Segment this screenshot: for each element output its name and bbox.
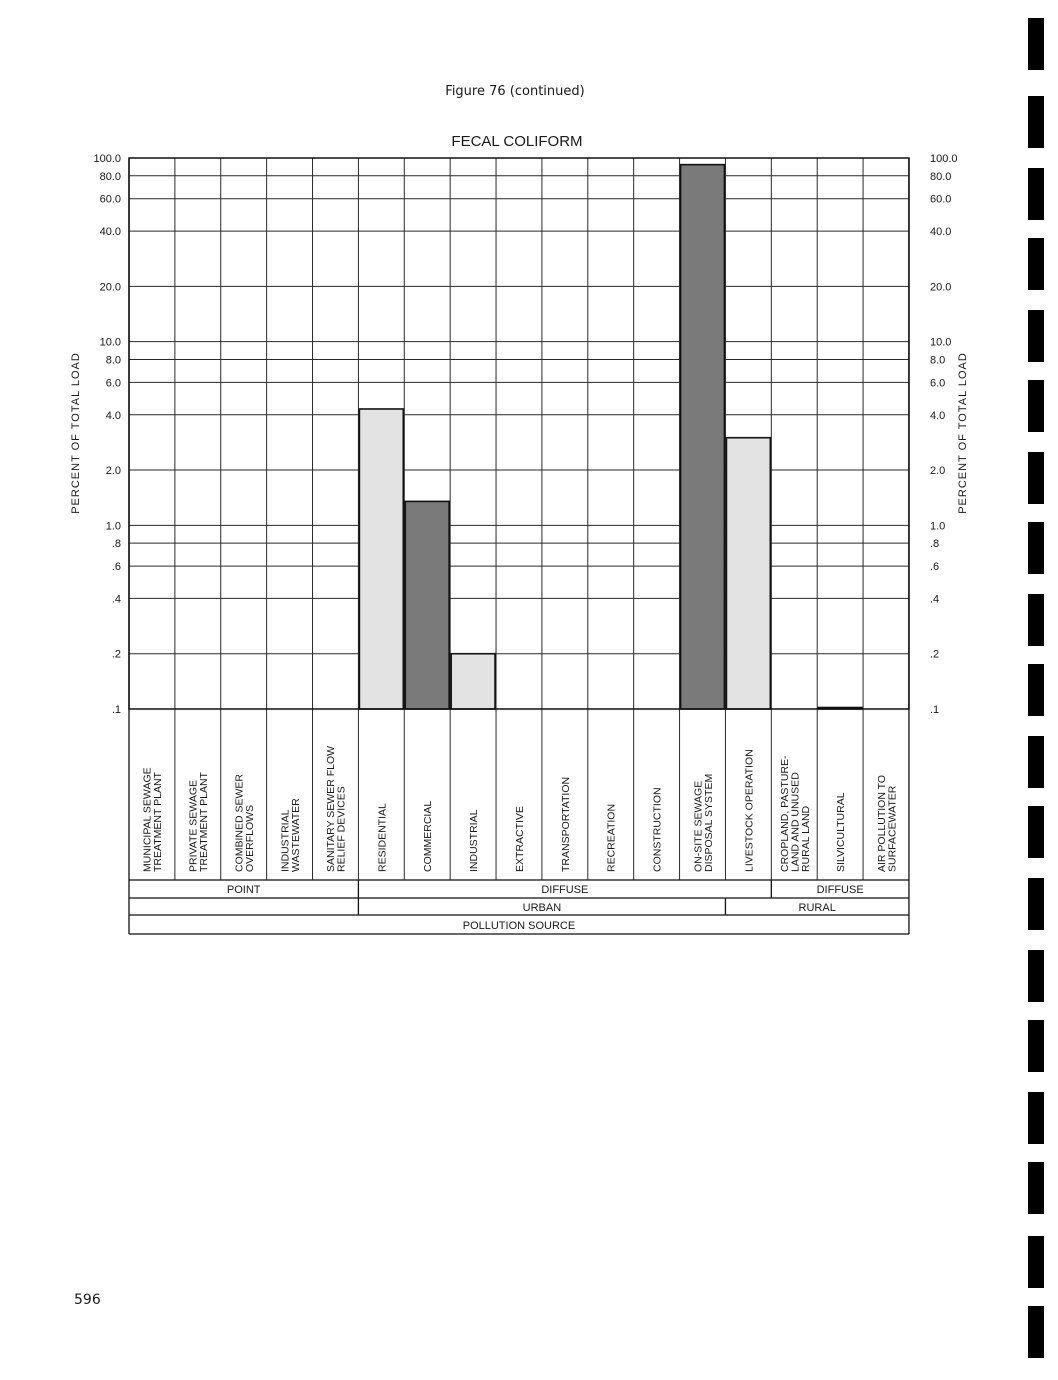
binding-mark bbox=[1028, 594, 1044, 646]
binding-mark bbox=[1028, 736, 1044, 788]
bar-industrial bbox=[451, 654, 495, 709]
category-label: RELIEF DEVICES bbox=[335, 786, 348, 872]
group-label-level1: POINT bbox=[226, 884, 261, 896]
y-tick-label-right: 10.0 bbox=[930, 336, 952, 349]
binding-mark bbox=[1028, 1162, 1044, 1214]
y-tick-label-right: 1.0 bbox=[930, 520, 946, 533]
category-label: COMMERCIAL bbox=[422, 800, 435, 872]
category-label: CROPLAND, PASTURE- bbox=[778, 755, 791, 872]
y-tick-label-left: .2 bbox=[111, 648, 121, 661]
plot-frame bbox=[129, 158, 909, 709]
y-tick-label-left: 10.0 bbox=[99, 336, 121, 349]
category-labels bbox=[142, 746, 899, 872]
y-tick-label-left: 100.0 bbox=[93, 153, 121, 165]
y-tick-label-right: 60.0 bbox=[930, 193, 952, 206]
y-tick-label-right: .6 bbox=[930, 561, 940, 574]
y-axis-label-right: PERCENT OF TOTAL LOAD bbox=[957, 352, 969, 514]
group-label-level2: RURAL bbox=[798, 902, 836, 914]
category-label: TREATMENT PLANT bbox=[198, 772, 211, 872]
binding-mark bbox=[1028, 664, 1044, 716]
y-axis-label-left: PERCENT OF TOTAL LOAD bbox=[70, 352, 82, 514]
binding-mark bbox=[1028, 522, 1044, 574]
binding-mark bbox=[1028, 950, 1044, 1002]
binding-mark bbox=[1028, 168, 1044, 220]
category-label: SURFACEWATER bbox=[886, 785, 899, 872]
y-ticks-right bbox=[930, 153, 958, 716]
category-label: RECREATION bbox=[605, 803, 618, 872]
binding-mark bbox=[1028, 1236, 1044, 1288]
y-tick-label-left: .6 bbox=[111, 561, 121, 574]
category-label: WASTEWATER bbox=[289, 798, 302, 872]
binding-mark bbox=[1028, 1306, 1044, 1358]
category-label: DISPOSAL SYSTEM bbox=[702, 773, 715, 872]
y-tick-label-right: 40.0 bbox=[930, 226, 952, 239]
bar-residential bbox=[359, 409, 403, 709]
category-label: LIVESTOCK OPERATION bbox=[743, 749, 756, 872]
y-tick-label-left: 1.0 bbox=[105, 520, 121, 533]
gridlines bbox=[129, 158, 909, 880]
group-label-level2: URBAN bbox=[522, 902, 562, 914]
category-label: SILVICULTURAL bbox=[835, 792, 848, 872]
y-tick-label-right: 4.0 bbox=[930, 409, 946, 422]
y-tick-label-right: 100.0 bbox=[930, 153, 958, 165]
category-label: RURAL LAND bbox=[799, 805, 812, 872]
chart-frame bbox=[129, 158, 909, 709]
bars bbox=[359, 165, 862, 709]
category-label: AIR POLLUTION TO bbox=[875, 774, 888, 872]
bar-livestock-operation bbox=[726, 438, 770, 709]
y-tick-label-right: 2.0 bbox=[930, 465, 946, 478]
y-tick-label-left: 8.0 bbox=[105, 354, 121, 367]
binding-mark bbox=[1028, 18, 1044, 70]
y-tick-label-right: 20.0 bbox=[930, 281, 952, 294]
bar-commercial bbox=[405, 501, 449, 709]
category-label: ON-SITE SEWAGE bbox=[692, 780, 705, 872]
figure-caption: Figure 76 (continued) bbox=[445, 84, 585, 99]
category-label: TRANSPORTATION bbox=[559, 776, 572, 872]
binding-mark bbox=[1028, 878, 1044, 930]
binding-mark bbox=[1028, 1020, 1044, 1072]
y-tick-label-right: .4 bbox=[930, 593, 940, 606]
y-tick-label-left: 2.0 bbox=[105, 465, 121, 478]
y-tick-label-left: .1 bbox=[111, 704, 121, 716]
category-label: INDUSTRIAL bbox=[279, 809, 292, 872]
y-tick-label-left: 20.0 bbox=[99, 281, 121, 294]
binding-mark bbox=[1028, 310, 1044, 362]
y-tick-label-left: 40.0 bbox=[99, 226, 121, 239]
category-label: PRIVATE SEWAGE bbox=[187, 780, 200, 872]
page-number: 596 bbox=[74, 1292, 101, 1308]
category-label: EXTRACTIVE bbox=[514, 806, 526, 872]
category-label: INDUSTRIAL bbox=[468, 809, 481, 872]
y-tick-label-right: .1 bbox=[930, 704, 940, 716]
category-label: OVERFLOWS bbox=[243, 804, 256, 872]
category-label: LAND AND UNUSED bbox=[789, 772, 802, 872]
y-tick-label-right: .2 bbox=[930, 648, 940, 661]
y-tick-label-left: 60.0 bbox=[99, 193, 121, 206]
category-label: RESIDENTIAL bbox=[376, 803, 389, 872]
binding-marks bbox=[1028, 0, 1048, 1380]
binding-mark bbox=[1028, 1092, 1044, 1144]
category-label: COMBINED SEWER bbox=[233, 773, 246, 872]
binding-mark bbox=[1028, 238, 1044, 290]
y-ticks-left bbox=[93, 153, 121, 716]
category-label: CONSTRUCTION bbox=[651, 787, 664, 872]
y-tick-label-right: 8.0 bbox=[930, 354, 946, 367]
category-label: SANITARY SEWER FLOW bbox=[325, 745, 338, 872]
x-axis-label: POLLUTION SOURCE bbox=[462, 920, 576, 932]
y-tick-label-left: 6.0 bbox=[105, 377, 121, 390]
group-label-level1: DIFFUSE bbox=[816, 884, 864, 896]
chart-title: FECAL COLIFORM bbox=[451, 133, 583, 150]
y-tick-label-right: 6.0 bbox=[930, 377, 946, 390]
category-label: TREATMENT PLANT bbox=[152, 772, 165, 872]
y-tick-label-right: .8 bbox=[930, 538, 940, 551]
category-label: MUNICIPAL SEWAGE bbox=[141, 767, 154, 872]
binding-mark bbox=[1028, 96, 1044, 148]
binding-mark bbox=[1028, 380, 1044, 432]
y-tick-label-left: 80.0 bbox=[99, 170, 121, 183]
y-tick-label-left: .8 bbox=[111, 538, 121, 551]
binding-mark bbox=[1028, 806, 1044, 858]
group-label-level1: DIFFUSE bbox=[541, 884, 589, 896]
y-tick-label-left: 4.0 bbox=[105, 409, 121, 422]
y-tick-label-right: 80.0 bbox=[930, 170, 952, 183]
y-tick-label-left: .4 bbox=[111, 593, 121, 606]
binding-mark bbox=[1028, 452, 1044, 504]
bar-on-site-sewage-disposal-system bbox=[681, 165, 725, 709]
